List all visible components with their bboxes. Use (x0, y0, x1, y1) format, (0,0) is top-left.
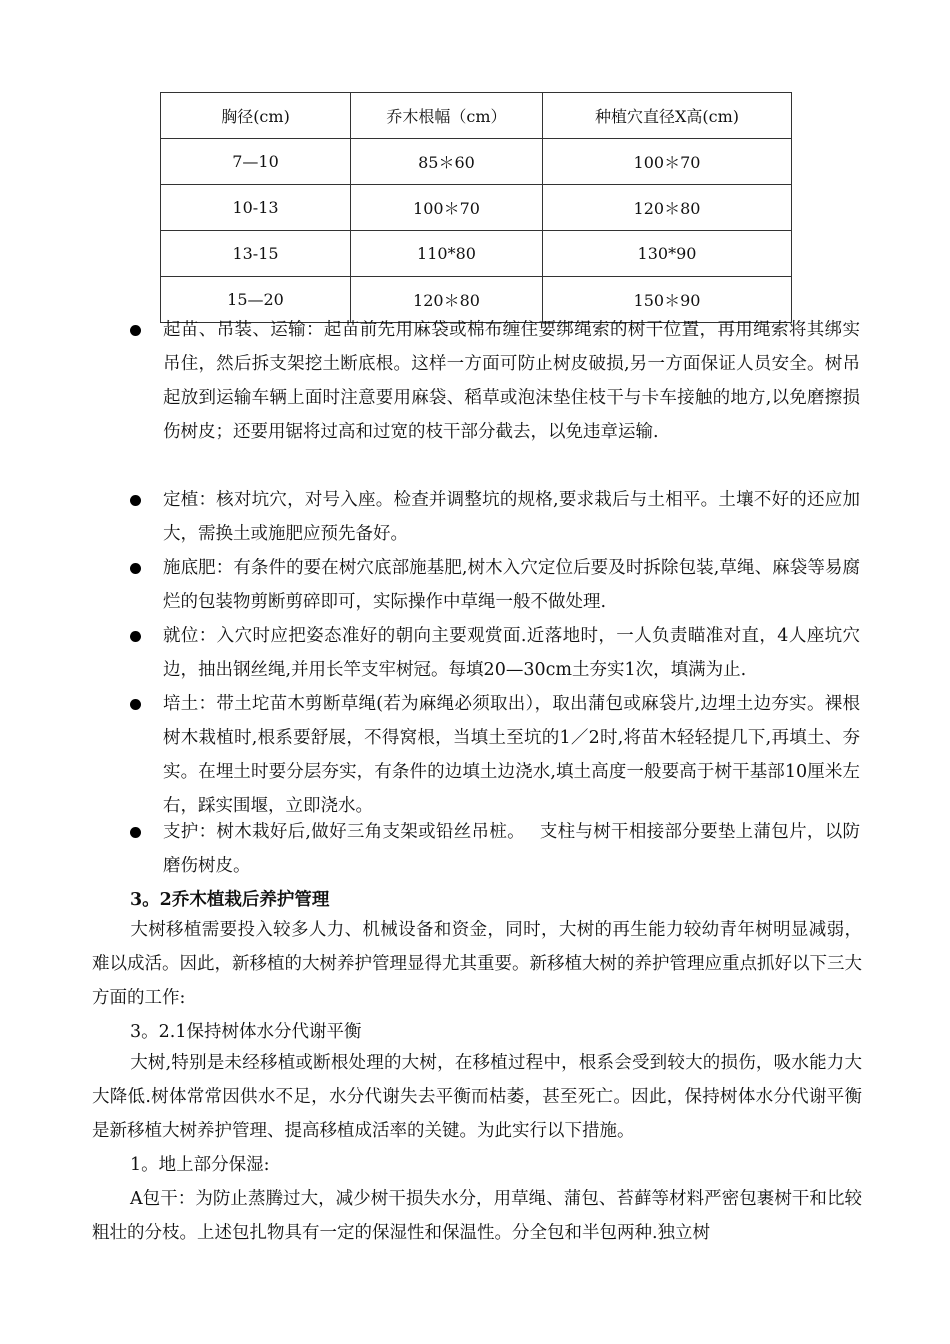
bullet-text: 定植：核对坑穴，对号入座。检查并调整坑的规格,要求栽后与土相平。土壤不好的还应加大，需换土或施肥应预先备好。 (163, 490, 860, 544)
paragraph-wrapping (92, 1182, 862, 1250)
bullet-item-support (130, 815, 860, 883)
bullet-dot-icon (130, 827, 141, 838)
subsection-heading: 3。2.1保持树体水分代谢平衡 (130, 1022, 362, 1042)
header-cell: 种植穴直径X高(cm) (543, 93, 792, 139)
bullet-dot-icon (130, 563, 141, 574)
bullet-text: 就位：入穴时应把姿态准好的朝向主要观赏面.近落地时，一人负责瞄准对直，4人座坑穴边，抽出钢丝绳,并用长竿支牢树冠。每填20—30cm土夯实1次，填满为止. (163, 626, 860, 680)
table-cell: 85＊60 (351, 139, 543, 185)
header-cell: 胸径(cm) (161, 93, 351, 139)
paragraph-text: A包干：为防止蒸腾过大，减少树干损失水分，用草绳、蒲包、苔藓等材料严密包裹树干和比较粗壮的分枝。上述包扎物具有一定的保湿性和保温性。分全包和半包两种.独立树 (92, 1189, 862, 1243)
table-row (161, 231, 792, 277)
table-row (161, 139, 792, 185)
bullet-item-planting (130, 483, 860, 551)
paragraph-water-balance (92, 1046, 862, 1148)
table-cell: 120＊80 (543, 185, 792, 231)
paragraph-text: 大树,特别是未经移植或断根处理的大树，在移植过程中，根系会受到较大的损伤，吸水能力大大降低.树体常常因供水不足，水分代谢失去平衡而枯萎，甚至死亡。因此，保持树体水分代谢平衡是新移植大树养护管理、提高移植成活率的关键。为此实行以下措施。 (92, 1053, 862, 1141)
table-cell: 100＊70 (351, 185, 543, 231)
table-cell: 120＊80 (351, 277, 543, 323)
table-cell: 10-13 (161, 185, 351, 231)
bullet-text: 支护：树木栽好后,做好三角支架或铅丝吊桩。 支柱与树干相接部分要垫上蒲包片，以防磨伤树皮。 (163, 822, 860, 876)
planting-spec-table (160, 92, 792, 323)
bullet-dot-icon (130, 631, 141, 642)
bullet-item-fertilizer (130, 551, 860, 619)
table-row (161, 185, 792, 231)
table-cell: 150＊90 (543, 277, 792, 323)
table-header-row (161, 93, 792, 139)
table-cell: 13-15 (161, 231, 351, 277)
bullet-text: 施底肥：有条件的要在树穴底部施基肥,树木入穴定位后要及时拆除包装,草绳、麻袋等易腐烂的包装物剪断剪碎即可，实际操作中草绳一般不做处理. (163, 558, 860, 612)
bullet-item-lifting (130, 313, 860, 449)
table-cell: 100＊70 (543, 139, 792, 185)
table-cell: 130*90 (543, 231, 792, 277)
paragraph-intro (92, 913, 862, 1015)
header-cell: 乔木根幅（cm） (351, 93, 543, 139)
bullet-dot-icon (130, 325, 141, 336)
bullet-text: 培土：带土坨苗木剪断草绳(若为麻绳必须取出），取出蒲包或麻袋片,边埋土边夯实。裸根树木栽植时,根系要舒展，不得窝根，当填土至坑的1／2时,将苗木轻轻提几下,再填土、夯实。在埋土时要分层夯实，有条件的边填土边浇水,填土高度一般要高于树干基部10厘米左右，踩实围堰，立即浇水。 (163, 694, 860, 816)
list-item-heading: 1。地上部分保湿: (130, 1155, 270, 1175)
bullet-item-positioning (130, 619, 860, 687)
bullet-dot-icon (130, 495, 141, 506)
table-cell: 7—10 (161, 139, 351, 185)
bullet-dot-icon (130, 699, 141, 710)
table-cell: 15—20 (161, 277, 351, 323)
section-heading: 3。2乔木植栽后养护管理 (130, 890, 330, 910)
bullet-item-backfill (130, 687, 860, 823)
table-cell: 110*80 (351, 231, 543, 277)
bullet-text: 起苗、吊装、运输：起苗前先用麻袋或棉布缠住要绑绳索的树干位置，再用绳索将其绑实吊住，然后拆支架挖土断底根。这样一方面可防止树皮破损,另一方面保证人员安全。树吊起放到运输车辆上面时注意要用麻袋、稻草或泡沫垫住枝干与卡车接触的地方,以免磨擦损伤树皮；还要用锯将过高和过宽的枝干部分截去，以免违章运输. (163, 320, 860, 442)
paragraph-text: 大树移植需要投入较多人力、机械设备和资金，同时，大树的再生能力较幼青年树明显减弱，难以成活。因此，新移植的大树养护管理显得尤其重要。新移植大树的养护管理应重点抓好以下三大方面的工作: (92, 920, 862, 1008)
